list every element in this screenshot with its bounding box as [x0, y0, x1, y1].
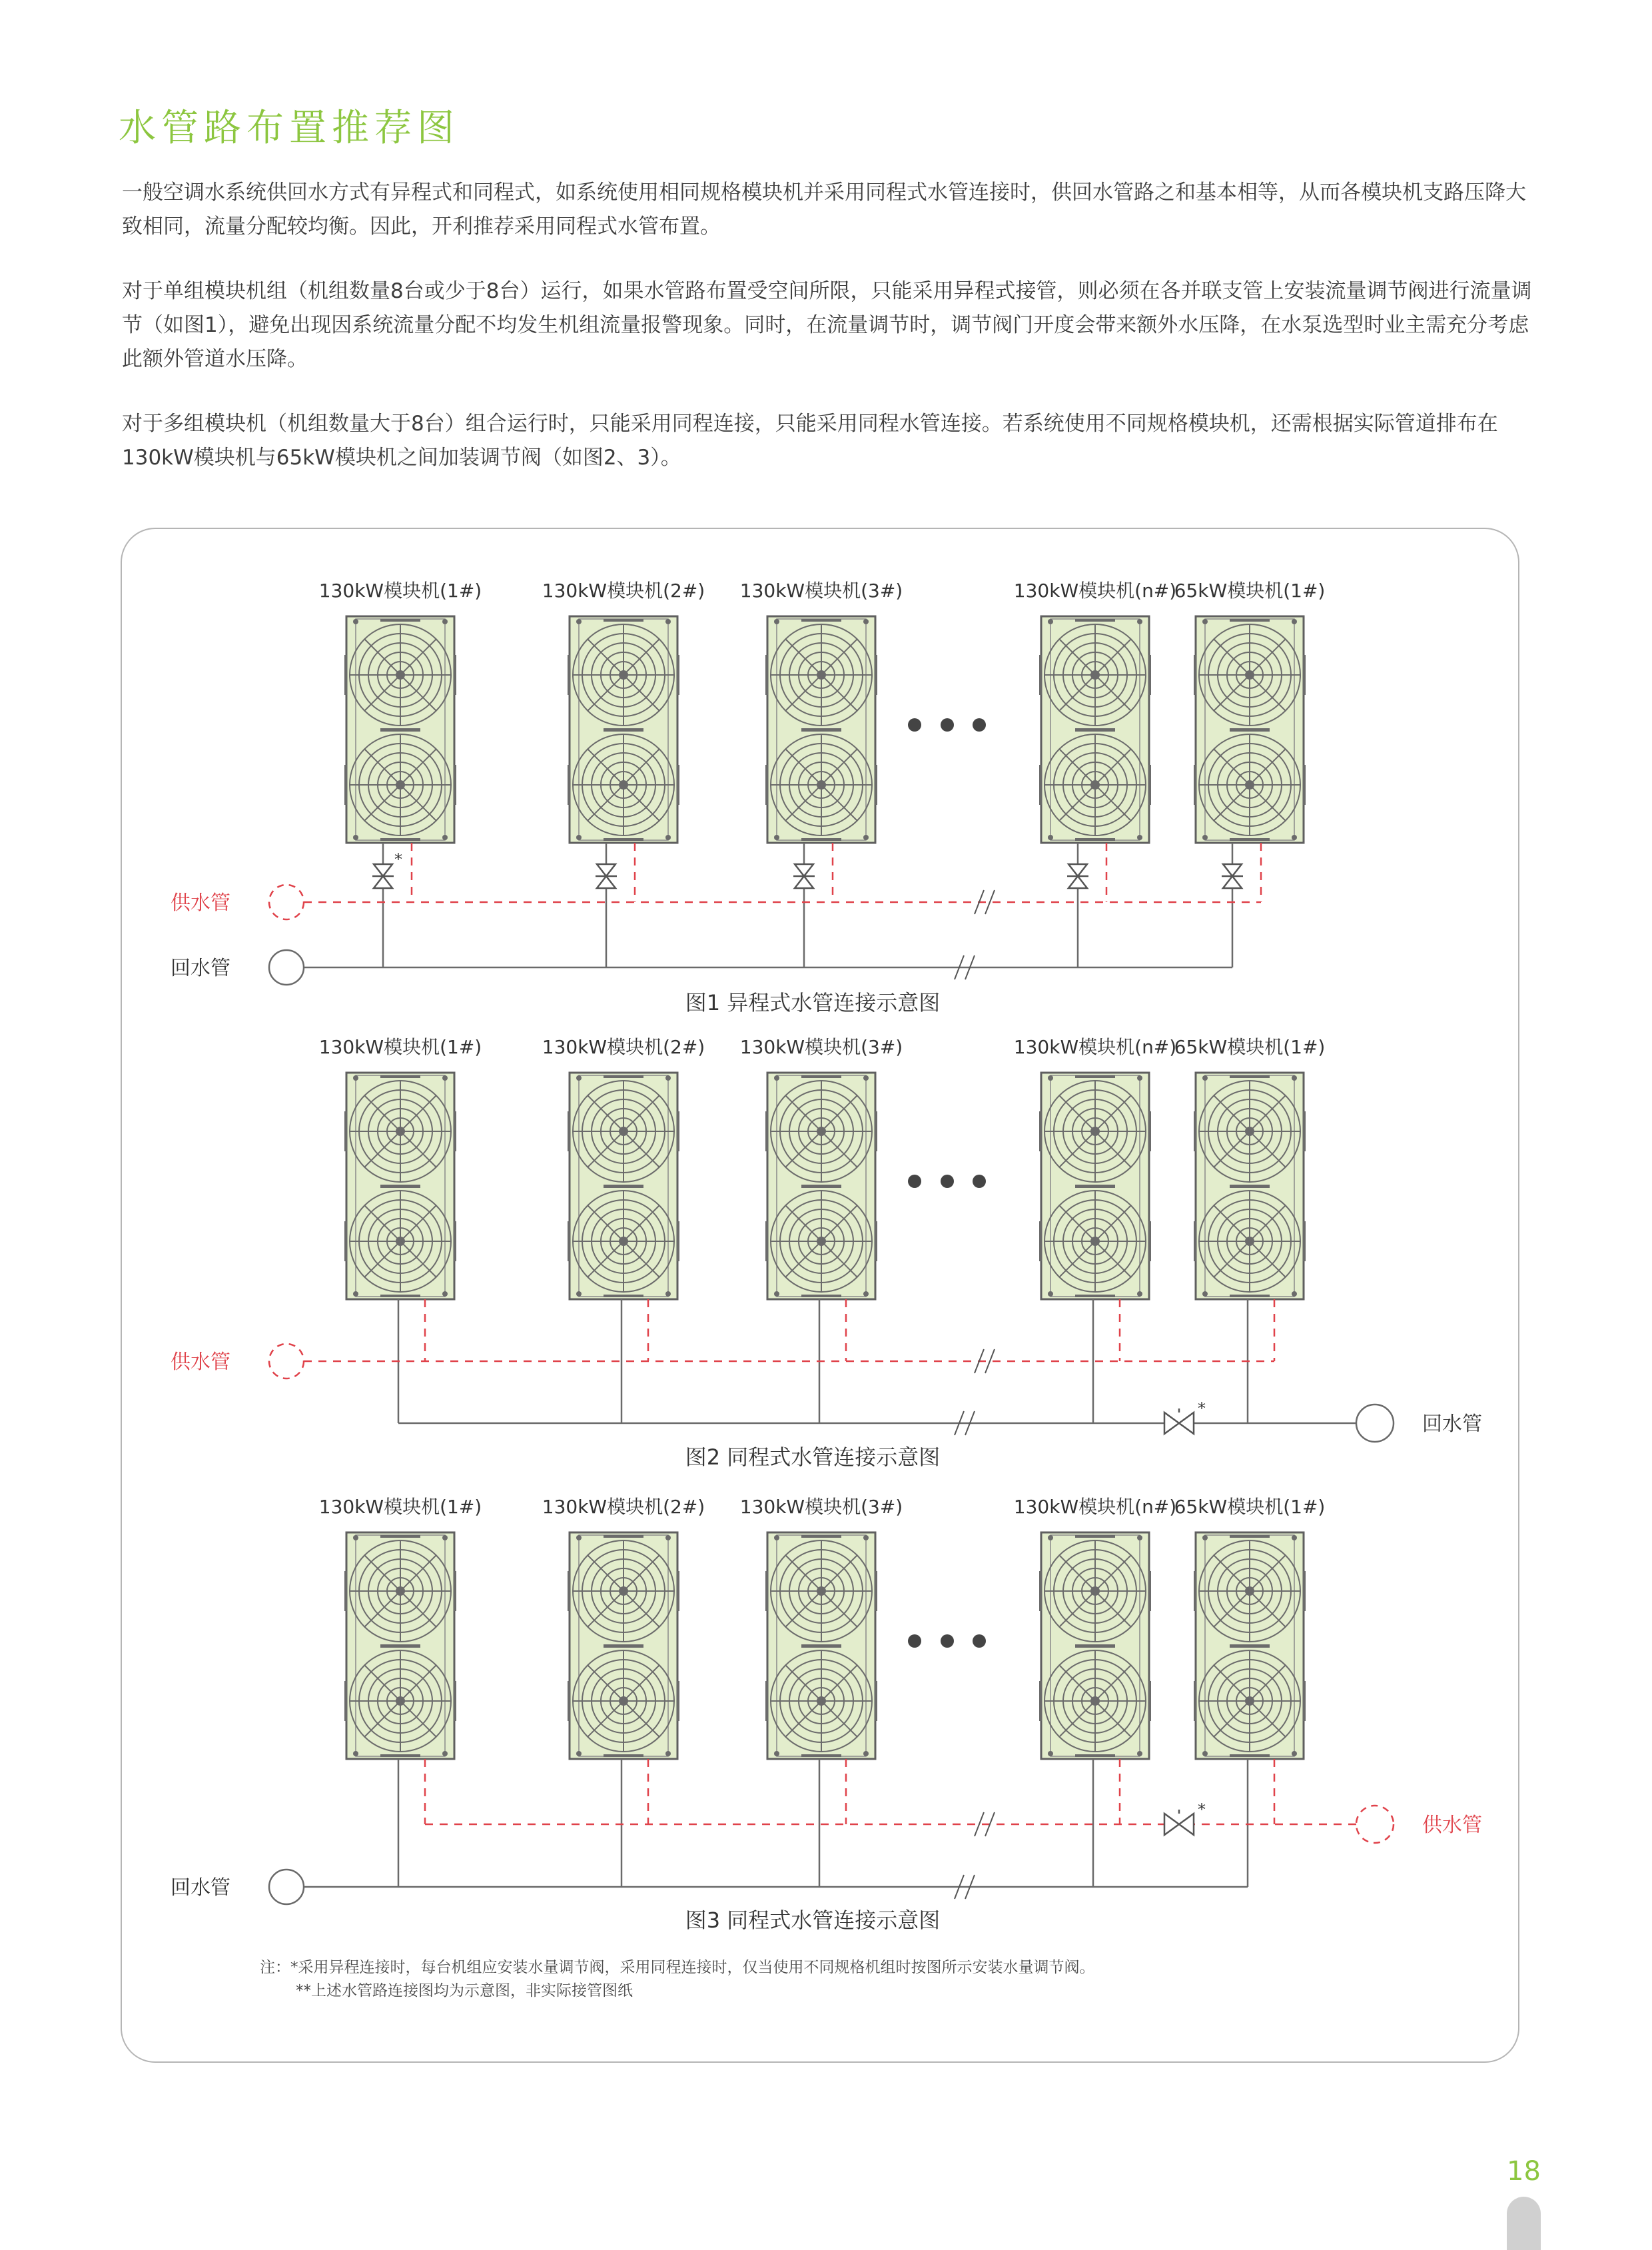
ellipsis-dot [908, 718, 921, 732]
figure-caption: 图2 同程式水管连接示意图 [685, 1444, 941, 1470]
module-unit [767, 1532, 876, 1759]
unit-label: 130kW模块机(2#) [542, 1036, 705, 1058]
unit-label: 130kW模块机(3#) [739, 580, 903, 602]
supply-pipe-end [1356, 1806, 1394, 1843]
unit-label: 130kW模块机(3#) [739, 1036, 903, 1058]
note-line-1: 注：*采用异程连接时，每台机组应安装水量调节阀，采用同程连接时，仅当使用不同规格机组时按图所示安装水量调节阀。 [260, 1959, 1095, 1976]
figure-caption: 图3 同程式水管连接示意图 [685, 1908, 941, 1933]
valve-asterisk: * [1198, 1399, 1206, 1418]
module-unit [569, 1532, 678, 1759]
unit-label: 65kW模块机(1#) [1174, 1496, 1326, 1518]
supply-pipe-label: 供水管 [171, 1351, 230, 1374]
figure-1 [171, 580, 1325, 1015]
unit-label: 130kW模块机(1#) [318, 1496, 482, 1518]
module-unit [346, 1073, 455, 1299]
paragraph-single-group: 对于单组模块机组（机组数量8台或少于8台）运行，如果水管路布置受空间所限，只能采用异程式接管，则必须在各并联支管上安装流量调节阀进行流量调节（如图1），避免出现因系统流量分配不均发生机组流量报警现象。同时，在流量调节时，调节阀门开度会带来额外水压降，在水泵选型时业主需充分考虑此额外管道水压降。 [122, 279, 1532, 371]
note-line-2: **上述水管路连接图均为示意图，非实际接管图纸 [296, 1982, 633, 1999]
module-unit [1040, 1532, 1150, 1759]
ellipsis-dot [941, 1634, 954, 1648]
valve-asterisk: * [394, 850, 402, 869]
return-pipe-label: 回水管 [1422, 1412, 1482, 1436]
module-unit [1040, 1073, 1150, 1299]
ellipsis-dot [908, 1175, 921, 1188]
module-unit [767, 616, 876, 843]
valve-icon [1164, 1810, 1194, 1835]
valve-icon [596, 864, 617, 888]
module-unit [569, 1073, 678, 1299]
return-pipe-end [1356, 1405, 1394, 1442]
module-unit [767, 1073, 876, 1299]
module-unit [1195, 1073, 1304, 1299]
figure-3 [171, 1496, 1482, 1933]
unit-label: 65kW模块机(1#) [1174, 580, 1326, 602]
page-title: 水管路布置推荐图 [119, 107, 460, 150]
module-unit [1195, 1532, 1304, 1759]
unit-label: 130kW模块机(n#) [1013, 1036, 1177, 1058]
valve-icon [1067, 864, 1088, 888]
unit-label: 130kW模块机(n#) [1013, 1496, 1177, 1518]
valve-icon [1164, 1408, 1194, 1434]
ellipsis-dot [973, 718, 986, 732]
page-number: 18 [1507, 2156, 1541, 2187]
ellipsis-dot [941, 718, 954, 732]
supply-pipe-label: 供水管 [1422, 1814, 1482, 1837]
paragraph-multi-group: 对于多组模块机（机组数量大于8台）组合运行时，只能采用同程连接，只能采用同程水管连接。若系统使用不同规格模块机，还需根据实际管道排布在130kW模块机与65kW模块机之间加装调节阀（如图2、3）。 [122, 412, 1498, 470]
module-unit [569, 616, 678, 843]
valve-icon [1222, 864, 1243, 888]
unit-label: 65kW模块机(1#) [1174, 1036, 1326, 1058]
valve-icon [793, 864, 815, 888]
supply-pipe-label: 供水管 [171, 891, 230, 915]
return-pipe-label: 回水管 [171, 957, 230, 980]
module-unit [346, 1532, 455, 1759]
module-unit [1195, 616, 1304, 843]
supply-pipe-end [269, 885, 304, 919]
valve-asterisk: * [1198, 1800, 1206, 1819]
return-pipe-end [269, 950, 304, 985]
figure-caption: 图1 异程式水管连接示意图 [685, 990, 941, 1015]
module-unit [346, 616, 455, 843]
ellipsis-dot [908, 1634, 921, 1648]
unit-label: 130kW模块机(1#) [318, 580, 482, 602]
figure-2 [171, 1036, 1482, 1470]
return-pipe-end [269, 1870, 304, 1904]
unit-label: 130kW模块机(n#) [1013, 580, 1177, 602]
ellipsis-dot [941, 1175, 954, 1188]
valve-icon [372, 864, 394, 888]
paragraph-intro: 一般空调水系统供回水方式有异程式和同程式，如系统使用相同规格模块机并采用同程式水管连接时，供回水管路之和基本相等，从而各模块机支路压降大致相同，流量分配较均衡。因此，开利推荐采用同程式水管布置。 [122, 181, 1526, 239]
ellipsis-dot [973, 1175, 986, 1188]
unit-label: 130kW模块机(3#) [739, 1496, 903, 1518]
return-pipe-label: 回水管 [171, 1876, 230, 1900]
module-unit [1040, 616, 1150, 843]
unit-label: 130kW模块机(2#) [542, 1496, 705, 1518]
unit-label: 130kW模块机(1#) [318, 1036, 482, 1058]
page-tab [1507, 2197, 1541, 2250]
supply-pipe-end [269, 1344, 304, 1379]
unit-label: 130kW模块机(2#) [542, 580, 705, 602]
ellipsis-dot [973, 1634, 986, 1648]
